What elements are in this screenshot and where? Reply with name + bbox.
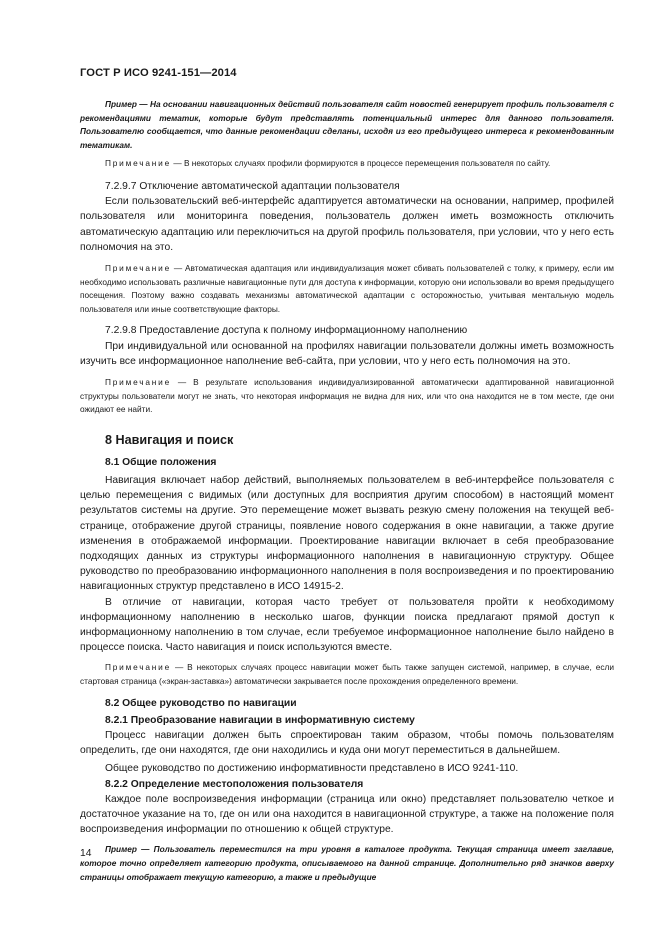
section-title: 8 Навигация и поиск	[105, 432, 234, 447]
page-number: 14	[80, 848, 92, 859]
note-paragraph	[80, 661, 614, 688]
example-paragraph: Пример — На основании навигационных действий пользователя сайт новостей генерирует профиль пользователя с рекомендациями тематик, которые будут представлять потенциальный интерес для данного пользователя. Пользователю сообщается, что данные рекомендации сделаны, исходя из его предыдущего интереса к рекомендованным тематикам.	[80, 99, 614, 150]
note-text: — Автоматическая адаптация или индивидуализация может сбивать пользователей с толку, к примеру, если им необходимо использовать различные навигационные пути для доступа к информации, которую они использовали во время предыдущего посещения. Поэтому важно создавать механизмы автоматической адаптации с осторожностью, учитывая ментальную модель пользователя или иные соответствующие факторы.	[80, 262, 615, 314]
section-title: 8.1 Общие положения	[105, 456, 217, 468]
section-title: 8.2.1 Преобразование навигации в информативную систему	[105, 714, 415, 726]
body-paragraph: При индивидуальной или основанной на профилях навигации пользователи должны иметь возможность изучить все информационное наполнение веб-сайта, при условии, что у него есть полномочия на это.	[80, 340, 614, 367]
body-paragraph: Навигация включает набор действий, выполняемых пользователем в веб-интерфейсе пользователя с целью перемещения с видимых (или доступных для восприятия другим способом) в настоящий момент результатов системы на другие. Это перемещение может вызвать резкую смену положения на текущей веб-странице, отображение другой страницы, появление нового содержания в окне навигации, а также другие изменения в отображаемой информации. Проектирование навигации включает в себя преобразование подходящих данных из структуры информационного наполнения в навигационную структуру. Общее руководство по преобразованию информационного наполнения в поля воспроизведения и по проектированию навигационных структур представлено в ИСО 14915-2.	[80, 474, 614, 593]
note-text: — В некоторых случаях профили формируются в процессе перемещения пользователя по сайту.	[173, 158, 551, 169]
document-header: ГОСТ Р ИСО 9241-151—2014	[80, 67, 237, 79]
body-paragraph: Если пользовательский веб-интерфейс адаптируется автоматически на основании, например, профилей пользователя или мониторинга поведения, пользователь должен иметь возможность отключить автоматическую адаптацию или переключиться на другой профиль пользователя, при условии, что у него есть полномочия на это.	[80, 196, 614, 253]
page-content	[80, 98, 614, 884]
note-label: Примечание	[105, 262, 172, 273]
note-text: — В некоторых случаях процесс навигации может быть также запущен системой, например, в случае, если стартовая страница («экран-заставка») автоматически закрывается после прохождения определенного времени.	[80, 662, 614, 686]
note-label: Примечание	[105, 662, 172, 673]
body-paragraph: Общее руководство по достижению информативности представлено в ИСО 9241-110.	[105, 763, 519, 775]
body-paragraph: Каждое поле воспроизведения информации (страница или окно) представляет пользователю четкое и достаточное указание на то, где он или она находится в навигационной структуре, а также на положение поля воспроизведения информации по отношению к общей структуре.	[80, 793, 614, 836]
note-paragraph	[80, 262, 614, 316]
subclause-title: 7.2.9.8 Предоставление доступа к полному информационному наполнению	[105, 325, 468, 337]
example-paragraph: Пример — Пользователь переместился на три уровня в каталоге продукта. Текущая страница имеет заглавие, которое точно определяет категорию продукта, описываемого на данной странице. Дополнительно ряд значков вверху страницы отображает текущую категорию, а также и предыдущие	[80, 844, 614, 882]
section-title: 8.2.2 Определение местоположения пользователя	[105, 778, 364, 790]
note-paragraph	[80, 376, 614, 417]
note-label: Примечание	[105, 158, 172, 169]
subclause-title: 7.2.9.7 Отключение автоматической адаптации пользователя	[105, 180, 400, 192]
body-paragraph: В отличие от навигации, которая часто требует от пользователя пройти к необходимому информационному наполнению в несколько шагов, функции поиска предлагают прямой доступ к информационному наполнению в том случае, если требуемое информационное наполнение было найдено в процессе поиска. Часто навигация и поиск используются вместе.	[80, 596, 614, 654]
note-text: — В результате использования индивидуализированной автоматически адаптированной навигационной структуры пользователи могут не знать, что некоторая информация не видна для них, или что она находится не в том месте, где они ожидают ее найти.	[80, 376, 614, 415]
body-paragraph: Процесс навигации должен быть спроектирован таким образом, чтобы помочь пользователям определить, где они находятся, где они находились и куда они могут переместиться в дальнейшем.	[80, 729, 614, 757]
note-paragraph	[80, 157, 614, 171]
section-title: 8.2 Общее руководство по навигации	[105, 697, 297, 709]
note-label: Примечание	[105, 376, 172, 387]
